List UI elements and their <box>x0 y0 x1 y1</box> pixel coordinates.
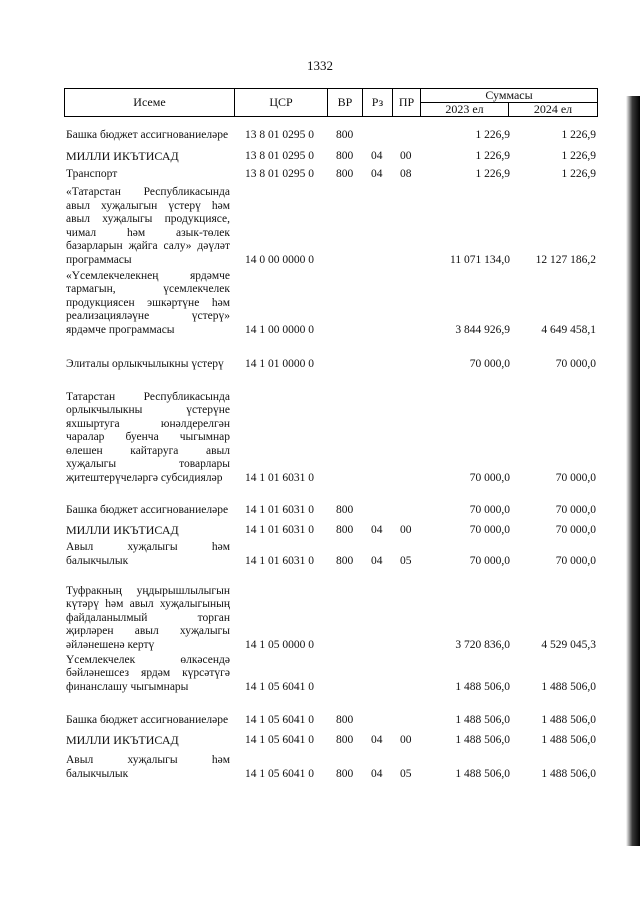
row-name: «Татарстан Республикасында авыл хуҗалыгын үстерү һәм авыл хуҗалыгы продукциясе, чимал һәм азык-төлек базарларын җайга салу» дәүләт программасы <box>66 186 230 266</box>
row-vr: 800 <box>336 128 354 141</box>
table-row <box>64 754 598 781</box>
table-row <box>64 269 598 337</box>
row-csr: 13 8 01 0295 0 <box>245 149 314 162</box>
row-csr: 14 0 00 0000 0 <box>245 253 314 266</box>
row-pr: 05 <box>400 554 412 567</box>
row-sum-2024: 1 488 506,0 <box>541 733 596 746</box>
row-sum-2024: 70 000,0 <box>555 357 596 370</box>
row-name: Башка бюджет ассигнованиеләре <box>66 128 229 141</box>
row-csr: 14 1 00 0000 0 <box>245 323 314 336</box>
table-row <box>64 116 598 142</box>
row-sum-2024: 1 226,9 <box>561 128 596 141</box>
table-row <box>64 167 598 181</box>
row-sum-2024: 1 226,9 <box>561 167 596 180</box>
header-year-2023: 2023 ел <box>421 102 509 116</box>
row-name: Транспорт <box>66 167 118 180</box>
row-sum-2023: 70 000,0 <box>469 503 510 516</box>
header-sums: Суммасы <box>421 89 597 103</box>
row-sum-2023: 1 226,9 <box>475 167 510 180</box>
row-sum-2023: 70 000,0 <box>469 357 510 370</box>
table-row <box>64 149 598 163</box>
table-row <box>64 344 598 371</box>
row-sum-2023: 70 000,0 <box>469 471 510 484</box>
row-csr: 14 1 05 6041 0 <box>245 733 314 746</box>
row-csr: 14 1 01 6031 0 <box>245 523 314 536</box>
page-number: 1332 <box>307 58 333 73</box>
row-sum-2023: 1 488 506,0 <box>455 713 510 726</box>
row-csr: 14 1 05 6041 0 <box>245 680 314 693</box>
row-vr: 800 <box>336 713 354 726</box>
row-vr: 800 <box>336 554 354 567</box>
row-pr: 08 <box>400 167 412 180</box>
row-csr: 14 1 05 0000 0 <box>245 638 314 651</box>
row-sum-2023: 1 488 506,0 <box>455 733 510 746</box>
row-csr: 14 1 01 6031 0 <box>245 554 314 567</box>
table-row <box>64 654 598 694</box>
row-vr: 800 <box>336 523 354 536</box>
row-vr: 800 <box>336 767 354 780</box>
row-sum-2024: 1 488 506,0 <box>541 680 596 693</box>
row-sum-2023: 70 000,0 <box>469 554 510 567</box>
row-pr: 00 <box>400 733 412 746</box>
row-name: «Үсемлекчелекнең ярдәмче тармагын, үсемлекчелек продукциясен эшкәртүне һәм реализацияләүне үстерү» ярдәмче программасы <box>66 269 230 336</box>
row-csr: 14 1 01 6031 0 <box>245 503 314 516</box>
row-name: Авыл хуҗалыгы һәм балыкчылык <box>66 754 230 780</box>
table-row <box>64 541 598 568</box>
table-row <box>64 570 598 652</box>
row-name: Туфракның уңдырышлылыгын күтәрү һәм авыл хуҗалыгының файдаланылмый торган җирләрен авыл хуҗалыгы әйләнешенә кертү <box>66 584 230 651</box>
row-sum-2023: 3 720 836,0 <box>455 638 510 651</box>
table-header <box>64 88 598 117</box>
row-sum-2024: 1 488 506,0 <box>541 713 596 726</box>
row-vr: 800 <box>336 149 354 162</box>
row-name: Татарстан Республикасында орлыкчылыкны үстерүне яхшыртуга юнәлдерелгән чаралар буенча чыгымнар өлешен кайтаруга авыл хуҗалыгы товарлары җитештерүчеләргә субсидияләр <box>66 390 230 484</box>
row-pr: 00 <box>400 523 412 536</box>
row-pr: 05 <box>400 767 412 780</box>
row-sum-2023: 70 000,0 <box>469 523 510 536</box>
row-csr: 14 1 01 0000 0 <box>245 357 314 370</box>
row-sum-2024: 1 488 506,0 <box>541 767 596 780</box>
row-rz: 04 <box>371 523 383 536</box>
row-name: Элиталы орлыкчылыкны үстерү <box>66 357 224 370</box>
row-csr: 14 1 05 6041 0 <box>245 767 314 780</box>
row-name: Башка бюджет ассигнованиеләре <box>66 713 229 726</box>
row-rz: 04 <box>371 767 383 780</box>
row-rz: 04 <box>371 554 383 567</box>
row-name: Үсемлекчелек өлкәсендә бәйләнешсез ярдәм күрсәтүгә финанслашу чыгымнары <box>66 653 230 693</box>
header-pr: ПР <box>393 89 421 116</box>
row-name: МИЛЛИ ИКЪТИСАД <box>66 732 179 747</box>
row-sum-2023: 3 844 926,9 <box>455 323 510 336</box>
table-row <box>64 183 598 267</box>
row-sum-2024: 70 000,0 <box>555 554 596 567</box>
header-year-2024: 2024 ел <box>533 101 573 116</box>
row-rz: 04 <box>371 733 383 746</box>
row-pr: 00 <box>400 149 412 162</box>
row-rz: 04 <box>371 149 383 162</box>
header-rz: Рз <box>363 89 393 116</box>
row-sum-2024: 70 000,0 <box>555 471 596 484</box>
table-row <box>64 374 598 485</box>
header-name: Исеме <box>65 89 235 116</box>
row-vr: 800 <box>336 503 354 516</box>
row-sum-2024: 12 127 186,2 <box>535 253 596 266</box>
row-sum-2024: 4 529 045,3 <box>541 638 596 651</box>
table-row <box>64 700 598 727</box>
row-csr: 14 1 05 6041 0 <box>245 713 314 726</box>
row-name: МИЛЛИ ИКЪТИСАД <box>66 148 179 163</box>
row-sum-2024: 70 000,0 <box>555 523 596 536</box>
table-row <box>64 490 598 517</box>
row-name: Башка бюджет ассигнованиеләре <box>66 503 229 516</box>
table-row <box>64 523 598 537</box>
row-sum-2024: 70 000,0 <box>555 503 596 516</box>
scan-shadow-edge <box>626 96 640 846</box>
header-vr: ВР <box>328 89 363 116</box>
row-csr: 14 1 01 6031 0 <box>245 471 314 484</box>
row-vr: 800 <box>336 167 354 180</box>
row-sum-2023: 1 488 506,0 <box>455 680 510 693</box>
row-name: МИЛЛИ ИКЪТИСАД <box>66 522 179 537</box>
row-sum-2024: 1 226,9 <box>561 149 596 162</box>
row-rz: 04 <box>371 167 383 180</box>
row-name: Авыл хуҗалыгы һәм балыкчылык <box>66 541 230 567</box>
row-vr: 800 <box>336 733 354 746</box>
row-sum-2023: 1 226,9 <box>475 149 510 162</box>
row-sum-2023: 1 226,9 <box>475 128 510 141</box>
row-csr: 13 8 01 0295 0 <box>245 167 314 180</box>
header-csr: ЦСР <box>235 89 328 116</box>
row-csr: 13 8 01 0295 0 <box>245 128 314 141</box>
table-row <box>64 733 598 747</box>
row-sum-2024: 4 649 458,1 <box>541 323 596 336</box>
row-sum-2023: 11 071 134,0 <box>450 253 510 266</box>
row-sum-2023: 1 488 506,0 <box>455 767 510 780</box>
